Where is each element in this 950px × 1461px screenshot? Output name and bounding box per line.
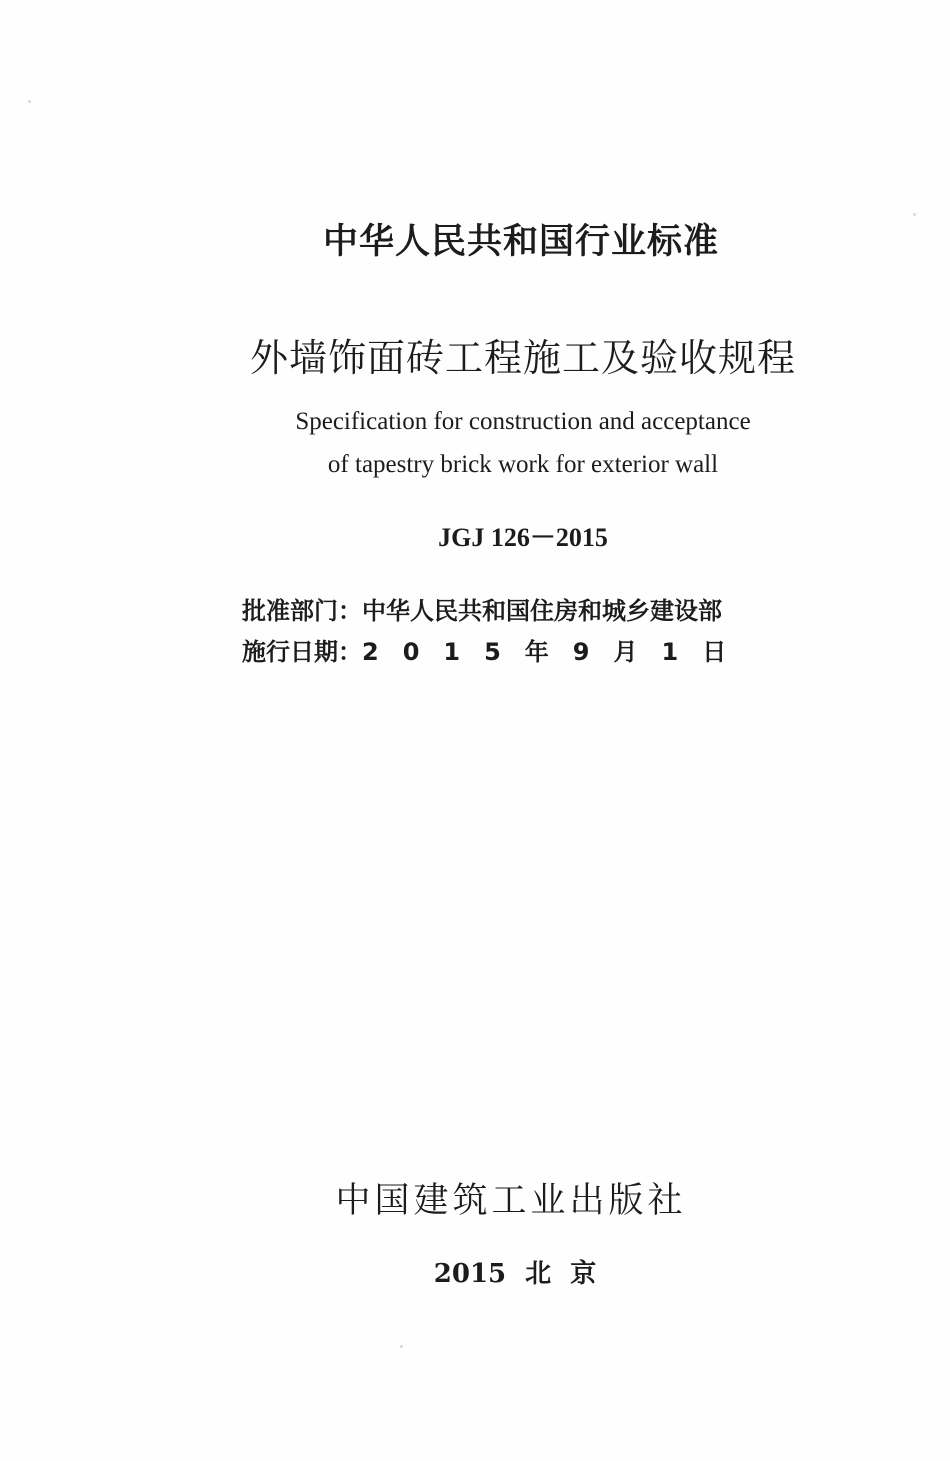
publish-info: 2015 北 京 (433, 1259, 597, 1289)
approver-label: 批准部门： (242, 597, 362, 625)
document-title-en-line2: of tapestry brick work for exterior wall (327, 451, 719, 478)
document-title-cn: 外墙饰面砖工程施工及验收规程 (249, 336, 796, 380)
standard-code: JGJ 126－2015 (438, 523, 608, 552)
scan-speck (400, 1345, 403, 1348)
approver-row (242, 591, 722, 626)
publisher-name: 中国建筑工业出版社 (335, 1181, 687, 1221)
approver-value: 中华人民共和国住房和城乡建设部 (362, 597, 722, 625)
effective-date-value: 2015年9月1日 (362, 638, 751, 666)
effective-date-label: 施行日期： (242, 638, 362, 666)
effective-date-row (242, 632, 750, 667)
scan-speck (28, 100, 31, 103)
document-title-en-line1: Specification for construction and acceptance (295, 408, 751, 435)
scan-speck (913, 213, 916, 216)
series-title: 中华人民共和国行业标准 (322, 222, 719, 262)
